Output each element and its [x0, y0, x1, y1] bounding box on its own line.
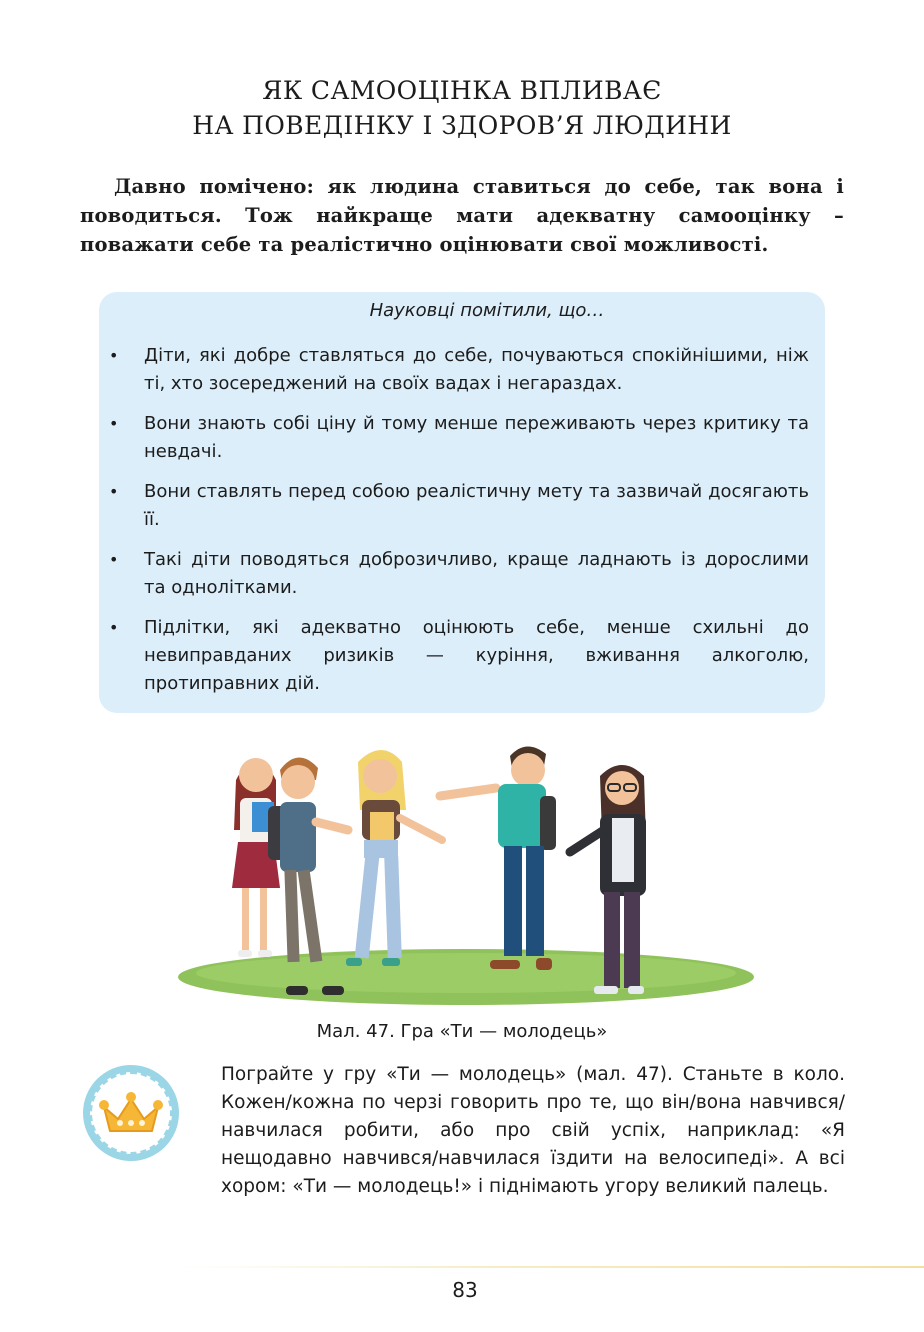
crown-icon: [98, 1089, 164, 1137]
grass-highlight: [196, 953, 736, 993]
bullet-icon: •: [109, 414, 119, 433]
boy-thumbs-up-figure: [440, 746, 556, 970]
page-title-line-2: НА ПОВЕДІНКУ І ЗДОРОВ’Я ЛЮДИНИ: [192, 111, 732, 140]
intro-paragraph: Давно помічено: як людина ставиться до себе, так вона і поводиться. Тож найкраще мати адекватну самооцінку – поважати себе та реалістично оцінювати свої можливості.: [80, 175, 844, 256]
activity-instructions: Пограйте у гру «Ти — молодець» (мал. 47). Станьте в коло. Кожен/кожна по черзі говорить про те, що він/вона навчився/навчилася робити, або про свій успіх, наприклад: «Я нещодавно навчився/навчилася їздити на велосипеді». А всі хором: «Ти — молодець!» і піднімають угору великий палець.: [221, 1064, 845, 1197]
list-item: [107, 342, 809, 398]
list-item-text: Такі діти поводяться доброзичливо, краще ладнають із дорослими та однолітками.: [144, 549, 809, 598]
footer-divider: [180, 1266, 924, 1268]
activity-badge-inner: [90, 1072, 172, 1154]
list-item: [107, 614, 809, 698]
list-item: [107, 546, 809, 602]
blonde-girl-figure: [346, 750, 442, 966]
bullet-icon: •: [109, 618, 119, 637]
activity-badge: [83, 1065, 179, 1161]
page-number: 83: [452, 1278, 478, 1302]
list-item: [107, 410, 809, 466]
page-title-line-1: ЯК САМООЦІНКА ВПЛИВАЄ: [262, 76, 662, 105]
bullet-icon: •: [109, 482, 119, 501]
bullet-icon: •: [109, 346, 119, 365]
list-item: [107, 478, 809, 534]
list-item-text: Діти, які добре ставляться до себе, почуваються спокійнішими, ніж ті, хто зосереджений на своїх вадах і негараздах.: [144, 345, 809, 394]
list-item-text: Вони знають собі ціну й тому менше переживають через критику та невдачі.: [144, 413, 809, 462]
figure-caption: Мал. 47. Гра «Ти — молодець»: [316, 1021, 608, 1042]
findings-list: [107, 342, 809, 710]
list-item-text: Вони ставлять перед собою реалістичну мету та зазвичай досягають її.: [144, 481, 809, 530]
teenagers-illustration: [176, 740, 756, 1010]
research-panel-heading: Науковці помітили, що…: [369, 300, 605, 321]
bullet-icon: •: [109, 550, 119, 569]
list-item-text: Підлітки, які адекватно оцінюють себе, менше схильні до невиправданих ризиків — куріння, вживання алкоголю, протиправних дій.: [144, 617, 809, 694]
page-title: [0, 73, 924, 143]
